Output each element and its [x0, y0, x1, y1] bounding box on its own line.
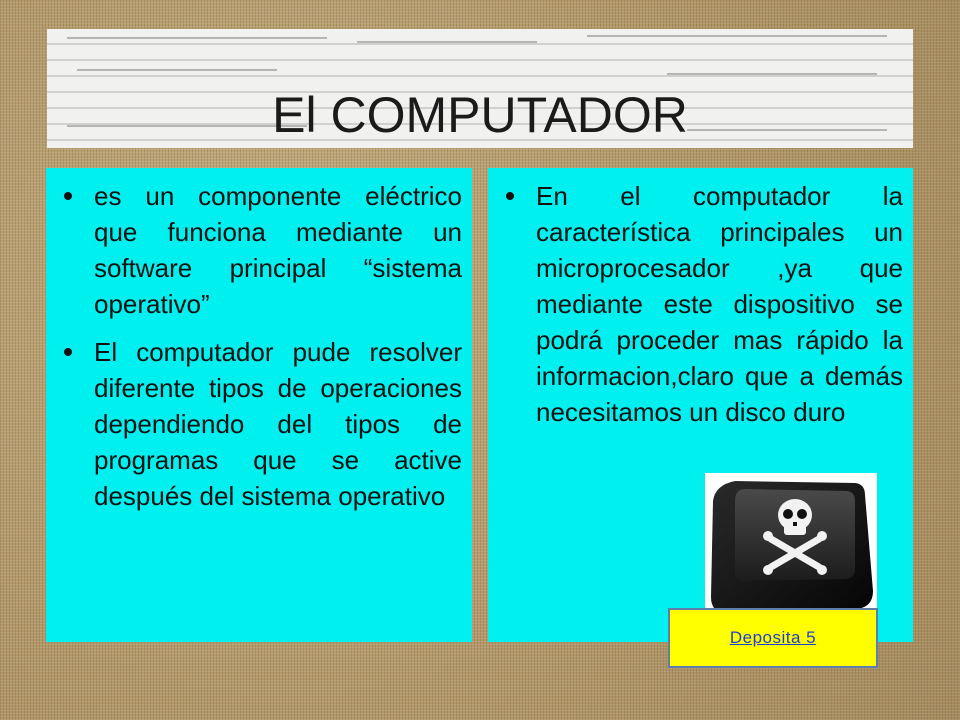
list-item — [54, 178, 462, 322]
bullet-text: El computador pude resolver diferente tipos de operaciones dependiendo del tipos de programas que se active después del sistema operativo — [94, 337, 462, 511]
bullet-icon — [506, 192, 514, 200]
right-bullet-list — [496, 178, 903, 430]
left-bullet-list — [54, 178, 462, 514]
scanned-text-line — [587, 35, 887, 37]
bullet-text: En el computador la característica principales un microprocesador ,ya que mediante este dispositivo se podrá proceder mas rápido la informacion,claro que a demás necesitamos un disco duro — [536, 181, 903, 427]
left-text-panel — [46, 168, 472, 642]
slide-title: El COMPUTADOR — [272, 87, 688, 143]
skull-key-image — [705, 473, 877, 620]
scanned-text-line — [67, 37, 327, 39]
deposita-link-button[interactable] — [668, 608, 878, 668]
bullet-text: es un componente eléctrico que funciona mediante un software principal “sistema operativo” — [94, 181, 462, 319]
bullet-icon — [64, 192, 72, 200]
bullet-icon — [64, 348, 72, 356]
scanned-text-line — [77, 69, 277, 71]
scanned-text-line — [667, 73, 877, 75]
list-item — [496, 178, 903, 430]
list-item — [54, 334, 462, 514]
deposita-link[interactable]: Deposita 5 — [729, 628, 817, 647]
scanned-text-line — [357, 41, 537, 43]
skull-crossbones-key-icon — [705, 473, 877, 620]
title-banner — [47, 29, 913, 148]
